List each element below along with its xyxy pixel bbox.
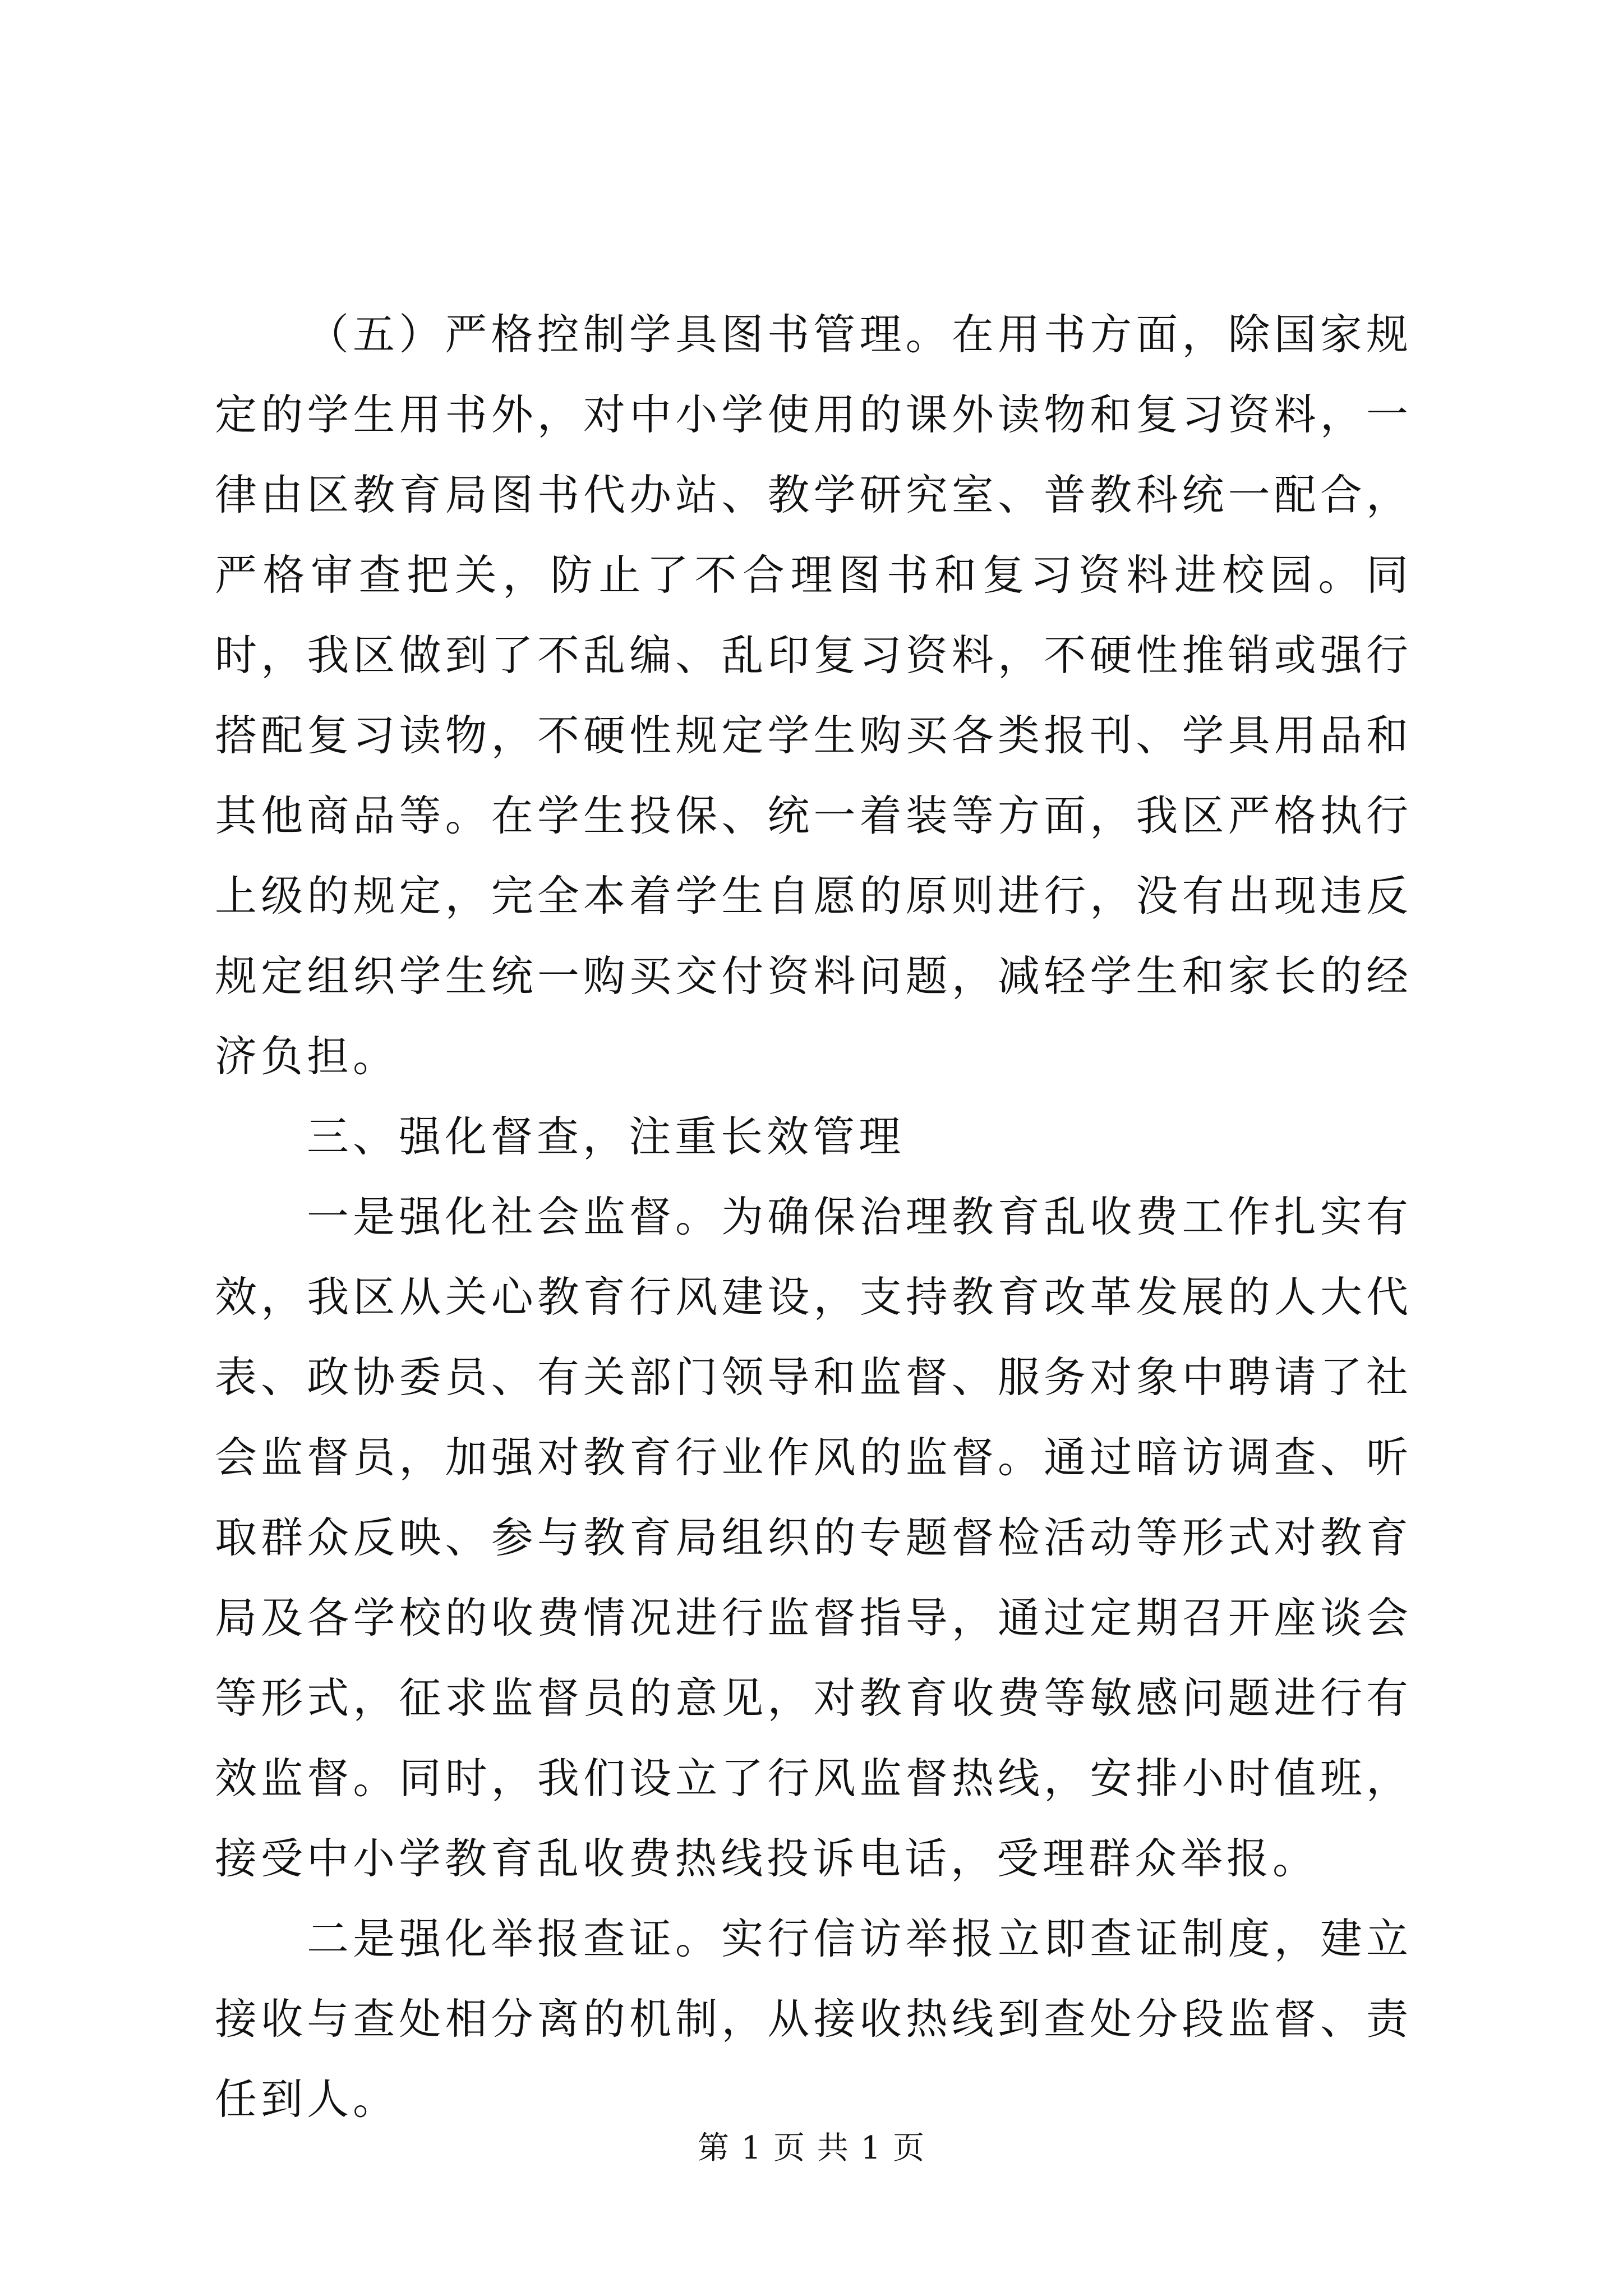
document-body	[215, 295, 1412, 2139]
paragraph-report-verification: 二是强化举报查证。实行信访举报立即查证制度，建立接收与查处相分离的机制，从接收热线到查处分段监督、责任到人。	[215, 1914, 1412, 2124]
page-footer: 第 1 页 共 1 页	[697, 2130, 926, 2166]
section-heading-supervision: 三、强化督查，注重长效管理	[307, 1112, 905, 1161]
paragraph-school-supplies: （五）严格控制学具图书管理。在用书方面，除国家规定的学生用书外，对中小学使用的课外读物和复习资料，一律由区教育局图书代办站、教学研究室、普教科统一配合，严格审查把关，防止了不合理图书和复习资料进校园。同时，我区做到了不乱编、乱印复习资料，不硬性推销或强行搭配复习读物，不硬性规定学生购买各类报刊、学具用品和其他商品等。在学生投保、统一着装等方面，我区严格执行上级的规定，完全本着学生自愿的原则进行，没有出现违反规定组织学生统一购买交付资料问题，减轻学生和家长的经济负担。	[215, 310, 1412, 1081]
paragraph-social-supervision: 一是强化社会监督。为确保治理教育乱收费工作扎实有效，我区从关心教育行风建设，支持教育改革发展的人大代表、政协委员、有关部门领导和监督、服务对象中聘请了社会监督员，加强对教育行业作风的监督。通过暗访调查、听取群众反映、参与教育局组织的专题督检活动等形式对教育局及各学校的收费情况进行监督指导，通过定期召开座谈会等形式，征求监督员的意见，对教育收费等敏感问题进行有效监督。同时，我们设立了行风监督热线，安排小时值班，接受中小学教育乱收费热线投诉电话，受理群众举报。	[215, 1192, 1412, 1883]
